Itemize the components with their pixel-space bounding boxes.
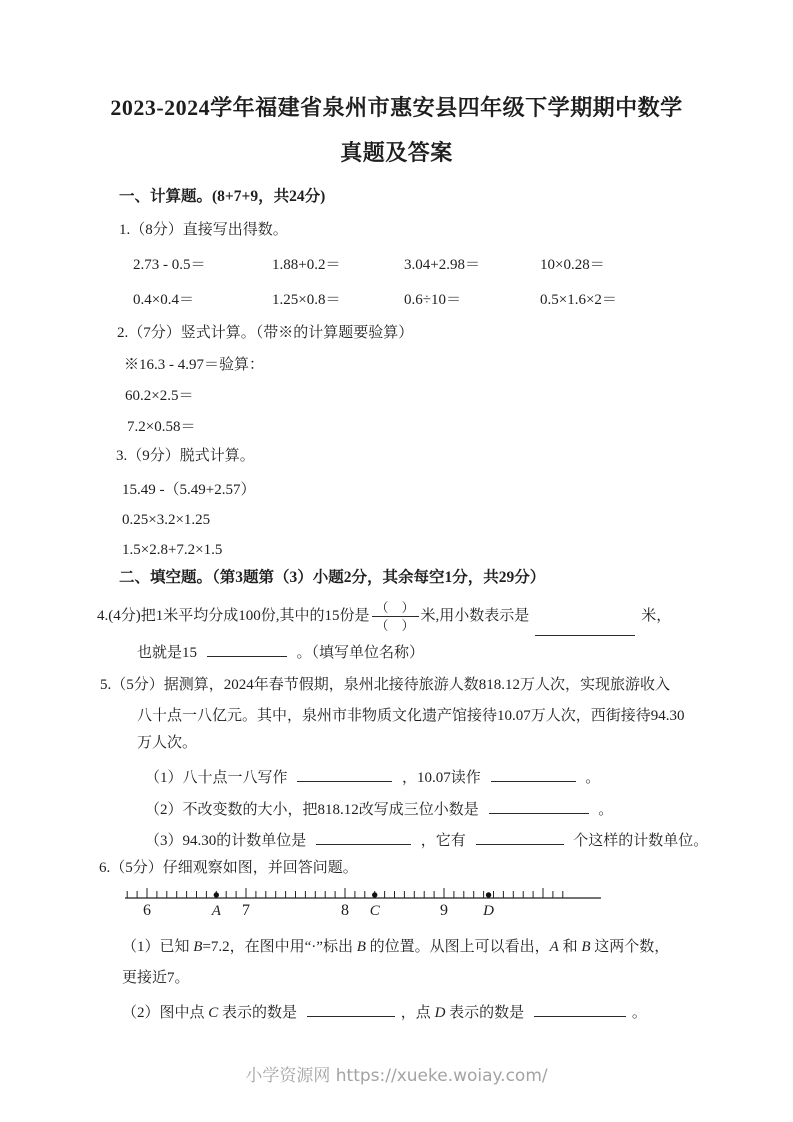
q6-sub2-seg: 表示的数是 <box>445 1005 525 1021</box>
q4-blank-2 <box>207 641 287 657</box>
q6-sub1-line2: 更接近7。 <box>122 970 190 986</box>
q5-sub2-text-b: 。 <box>598 802 614 818</box>
q6-sub2-seg: 表示的数是 <box>218 1005 298 1021</box>
q4-text-3: 米， <box>641 608 672 624</box>
q6-var-D: D <box>434 1005 446 1021</box>
q5-line3: 万人次。 <box>137 735 198 751</box>
q5-sub3-text-a: （3）94.30的计数单位是 <box>145 833 307 849</box>
q3-item-1: 15.49 -（5.49+2.57） <box>122 482 256 498</box>
q6-var-A: A <box>549 939 559 955</box>
q1-eq-4: 10×0.28＝ <box>540 257 605 273</box>
q6-sub2-blank-1 <box>307 1001 395 1017</box>
q2-item-2: 60.2×2.5＝ <box>125 388 194 404</box>
q5-sub2-blank <box>489 798 589 814</box>
q4-fraction-numerator: （ ） <box>372 600 419 617</box>
q6-sub1-seg: （1）已知 <box>122 939 194 955</box>
q6-sub2-blank-2 <box>534 1001 626 1017</box>
q2-stem: 2.（7分）竖式计算。（带※的计算题要验算） <box>117 325 414 341</box>
q5-sub1-text-b: ，10.07读作 <box>402 770 481 786</box>
q1-eq-8: 0.5×1.6×2＝ <box>540 292 617 308</box>
section1-heading: 一、计算题。(8+7+9，共24分) <box>119 188 326 205</box>
q4-text-2: 米,用小数表示是 <box>420 608 530 624</box>
q3-item-3: 1.5×2.8+7.2×1.5 <box>122 542 223 558</box>
q1-eq-2: 1.88+0.2＝ <box>272 257 341 273</box>
svg-text:6: 6 <box>143 902 151 919</box>
q6-var-B: B <box>193 939 203 955</box>
q4-fraction-denominator: （ ） <box>375 617 415 633</box>
svg-text:D: D <box>483 903 494 919</box>
q5-sub2-text-a: （2）不改变数的大小，把818.12改写成三位小数是 <box>145 802 479 818</box>
q6-sub2-seg: ，点 <box>400 1005 435 1021</box>
q6-var-B: B <box>356 939 366 955</box>
q5-line1: 5.（5分）据测算，2024年春节假期，泉州北接待旅游人数818.12万人次，实现旅游收入 <box>100 677 671 693</box>
q6-sub1-seg: 和 <box>558 939 582 955</box>
q5-sub3 <box>145 829 708 851</box>
paper-title-line1: 2023-2024学年福建省泉州市惠安县四年级下学期期中数学 <box>110 95 683 120</box>
q6-stem: 6.（5分）仔细观察如图，并回答问题。 <box>99 860 358 876</box>
number-line-figure <box>125 882 603 920</box>
q5-sub3-text-c: 个这样的计数单位。 <box>573 833 709 849</box>
svg-text:8: 8 <box>341 902 349 919</box>
q1-eq-3: 3.04+2.98＝ <box>404 257 480 273</box>
q1-stem: 1.（8分）直接写出得数。 <box>119 222 288 238</box>
svg-text:A: A <box>211 903 221 919</box>
q6-sub1-seg: 的位置。从图上可以看出， <box>365 939 550 955</box>
q6-sub2-seg: 。 <box>631 1005 647 1021</box>
q1-eq-7: 0.6÷10＝ <box>404 292 461 308</box>
q5-sub2 <box>145 798 613 820</box>
q2-item-3: 7.2×0.58＝ <box>127 419 196 435</box>
q4-blank-1 <box>535 620 635 636</box>
q5-sub1-blank-1 <box>297 766 392 782</box>
section2-heading: 二、填空题。（第3题第（3）小题2分，其余每空1分，共29分） <box>119 569 546 586</box>
q5-sub1-blank-2 <box>491 766 576 782</box>
q6-sub1-line1 <box>122 937 669 957</box>
q5-sub3-blank-1 <box>316 829 411 845</box>
q2-item-1: ※16.3 - 4.97＝验算： <box>124 357 264 373</box>
q5-sub3-blank-2 <box>476 829 564 845</box>
q6-sub2 <box>122 1001 647 1023</box>
svg-text:9: 9 <box>440 902 448 919</box>
site-footer: 小学资源网 https://xueke.woiay.com/ <box>245 1066 548 1086</box>
q4-text-5: 。（填写单位名称） <box>296 645 425 661</box>
svg-text:C: C <box>369 903 380 919</box>
q5-sub1-text-c: 。 <box>585 770 601 786</box>
q4-line2 <box>137 641 424 663</box>
q6-var-B: B <box>581 939 591 955</box>
q3-stem: 3.（9分）脱式计算。 <box>116 448 255 464</box>
q4-fraction <box>372 600 419 633</box>
q6-sub1-seg: 这两个数， <box>590 939 670 955</box>
q1-eq-5: 0.4×0.4＝ <box>133 292 194 308</box>
q6-sub1-seg: =7.2，在图中用“·”标出 <box>202 939 357 955</box>
q5-sub1-text-a: （1）八十点一八写作 <box>145 770 288 786</box>
q5-line2: 八十点一八亿元。其中，泉州市非物质文化遗产馆接待10.07万人次，西街接待94.30 <box>137 708 685 724</box>
q3-item-2: 0.25×3.2×1.25 <box>122 512 211 528</box>
q4-line1 <box>97 596 671 636</box>
q5-sub3-text-b: ，它有 <box>420 833 466 849</box>
paper-title-line2: 真题及答案 <box>340 140 453 165</box>
q6-var-C: C <box>208 1005 219 1021</box>
svg-text:7: 7 <box>242 902 250 919</box>
q4-text-4: 也就是15 <box>137 645 198 661</box>
q5-sub1 <box>145 766 600 788</box>
q1-eq-6: 1.25×0.8＝ <box>272 292 341 308</box>
q4-text-1: 4.(4分)把1米平均分成100份,其中的15份是 <box>97 608 370 624</box>
q6-sub2-seg: （2）图中点 <box>122 1005 209 1021</box>
q1-eq-1: 2.73 - 0.5＝ <box>133 257 206 273</box>
